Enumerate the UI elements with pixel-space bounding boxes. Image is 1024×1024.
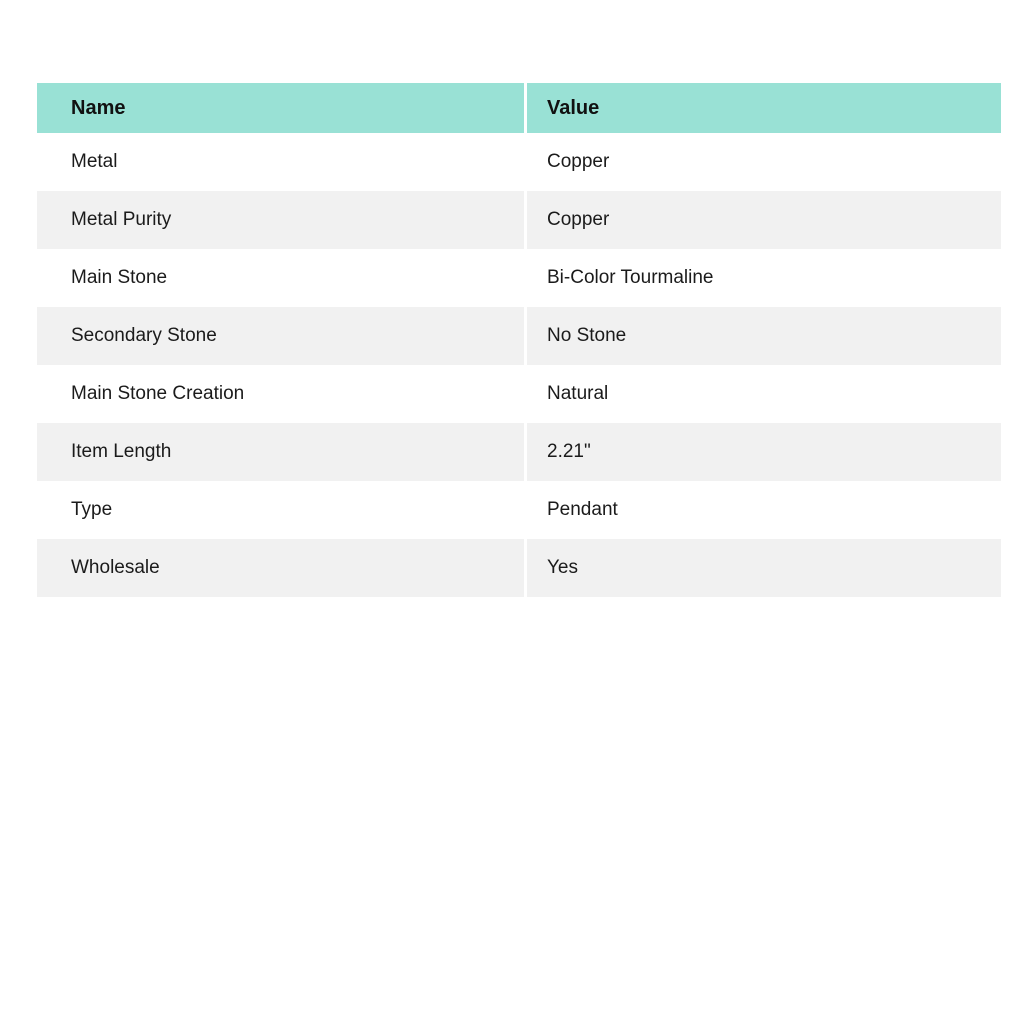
cell-name: Item Length xyxy=(37,423,524,481)
table-row xyxy=(37,307,1001,365)
table-row xyxy=(37,481,1001,539)
table-row xyxy=(37,539,1001,597)
table-row xyxy=(37,133,1001,191)
table-header xyxy=(37,83,1001,133)
table-row xyxy=(37,249,1001,307)
header-row xyxy=(37,83,1001,133)
column-header-value: Value xyxy=(524,83,1001,133)
cell-value: Pendant xyxy=(524,481,1001,539)
cell-value: Bi-Color Tourmaline xyxy=(524,249,1001,307)
column-header-name: Name xyxy=(37,83,524,133)
spec-table xyxy=(37,83,1001,597)
table-row xyxy=(37,365,1001,423)
cell-name: Metal Purity xyxy=(37,191,524,249)
product-spec-section xyxy=(37,83,1001,597)
cell-name: Wholesale xyxy=(37,539,524,597)
cell-name: Secondary Stone xyxy=(37,307,524,365)
cell-value: Yes xyxy=(524,539,1001,597)
table-row xyxy=(37,423,1001,481)
table-body xyxy=(37,133,1001,597)
cell-value: Copper xyxy=(524,133,1001,191)
cell-value: Natural xyxy=(524,365,1001,423)
cell-value: Copper xyxy=(524,191,1001,249)
cell-name: Main Stone xyxy=(37,249,524,307)
cell-name: Metal xyxy=(37,133,524,191)
cell-name: Type xyxy=(37,481,524,539)
cell-value: 2.21" xyxy=(524,423,1001,481)
cell-value: No Stone xyxy=(524,307,1001,365)
table-row xyxy=(37,191,1001,249)
cell-name: Main Stone Creation xyxy=(37,365,524,423)
